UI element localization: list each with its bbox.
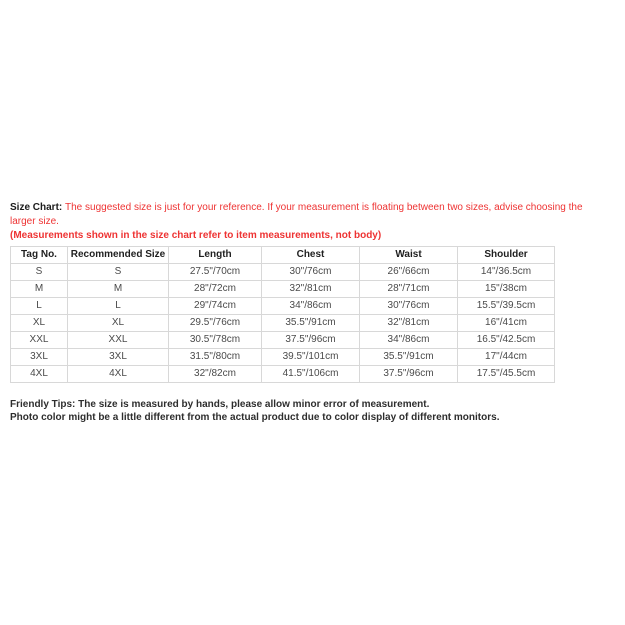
table-cell: 15"/38cm [458,281,555,298]
size-chart-intro [10,201,618,229]
table-cell: 28"/72cm [169,281,262,298]
table-row [11,366,555,383]
table-row [11,349,555,366]
table-cell: XXL [11,332,68,349]
table-header-cell: Shoulder [458,247,555,264]
size-chart-colon: : [58,202,66,213]
table-header-cell: Tag No. [11,247,68,264]
table-row [11,315,555,332]
table-cell: 30"/76cm [360,298,458,315]
size-chart-content [10,201,618,424]
table-cell: 26"/66cm [360,264,458,281]
table-cell: S [11,264,68,281]
table-cell: 3XL [11,349,68,366]
table-cell: 27.5"/70cm [169,264,262,281]
table-cell: L [68,298,169,315]
table-row [11,281,555,298]
table-cell: 28"/71cm [360,281,458,298]
table-cell: 16"/41cm [458,315,555,332]
tips-line-color: Photo color might be a little different from the actual product due to color display of different monitors. [10,412,500,423]
size-chart-label: Size Chart [10,202,59,213]
table-row [11,332,555,349]
table-cell: 17"/44cm [458,349,555,366]
table-cell: 3XL [68,349,169,366]
table-cell: 32"/82cm [169,366,262,383]
table-cell: 30.5"/78cm [169,332,262,349]
table-cell: 17.5"/45.5cm [458,366,555,383]
table-cell: 32"/81cm [360,315,458,332]
size-table [10,246,555,383]
intro-advice-line1: The suggested size is just for your reference. If your measurement is floating between two sizes, advise choosing the [65,202,583,213]
table-header-cell: Waist [360,247,458,264]
table-cell: 39.5"/101cm [262,349,360,366]
table-cell: M [11,281,68,298]
table-cell: 32"/81cm [262,281,360,298]
size-table-body [11,264,555,383]
table-cell: L [11,298,68,315]
table-cell: 29.5"/76cm [169,315,262,332]
tips-line-measurement: Friendly Tips: The size is measured by hands, please allow minor error of measurement. [10,399,430,410]
table-cell: 31.5"/80cm [169,349,262,366]
table-cell: 35.5"/91cm [360,349,458,366]
table-header-row [11,247,555,264]
table-cell: 30"/76cm [262,264,360,281]
table-row [11,264,555,281]
table-cell: 34"/86cm [360,332,458,349]
table-cell: S [68,264,169,281]
table-cell: M [68,281,169,298]
friendly-tips [10,398,618,424]
table-cell: XL [11,315,68,332]
table-cell: 34"/86cm [262,298,360,315]
table-header-cell: Chest [262,247,360,264]
table-cell: 41.5"/106cm [262,366,360,383]
table-cell: 37.5"/96cm [262,332,360,349]
table-cell: 4XL [11,366,68,383]
table-cell: 29"/74cm [169,298,262,315]
table-cell: 4XL [68,366,169,383]
table-cell: XL [68,315,169,332]
table-cell: 35.5"/91cm [262,315,360,332]
table-row [11,298,555,315]
table-header-cell: Recommended Size [68,247,169,264]
table-cell: 16.5"/42.5cm [458,332,555,349]
table-cell: 14"/36.5cm [458,264,555,281]
intro-advice-line2: larger size. [10,216,59,227]
table-header-cell: Length [169,247,262,264]
table-cell: XXL [68,332,169,349]
measurement-note: (Measurements shown in the size chart refer to item measurements, not body) [10,230,382,241]
table-cell: 37.5"/96cm [360,366,458,383]
table-cell: 15.5"/39.5cm [458,298,555,315]
